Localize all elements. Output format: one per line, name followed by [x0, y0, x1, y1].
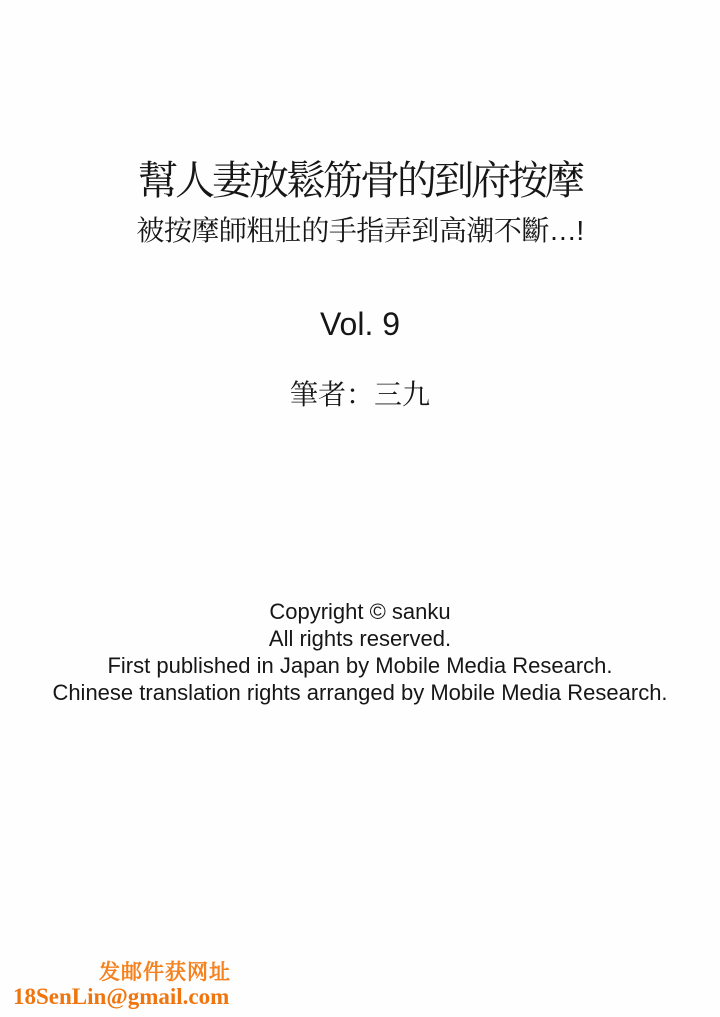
copyright-block — [0, 598, 720, 706]
contact-note: 发邮件获网址 — [99, 960, 231, 984]
copyright-line-translation: Chinese translation rights arranged by Mobile Media Research. — [52, 680, 668, 705]
series-title: 幫人妻放鬆筋骨的到府按摩 — [138, 159, 582, 203]
contact-email: 18SenLin@gmail.com — [13, 984, 230, 1009]
series-subtitle: 被按摩師粗壯的手指弄到高潮不斷…! — [136, 215, 584, 246]
volume-label: Vol. 9 — [319, 306, 401, 342]
author-line: 筆者：三九 — [289, 379, 430, 410]
translator-contact-block — [13, 960, 231, 1009]
copyright-line-holder: Copyright © sanku — [269, 599, 451, 624]
copyright-line-rights: All rights reserved. — [268, 626, 452, 651]
copyright-line-publisher: First published in Japan by Mobile Media Research. — [107, 653, 613, 678]
